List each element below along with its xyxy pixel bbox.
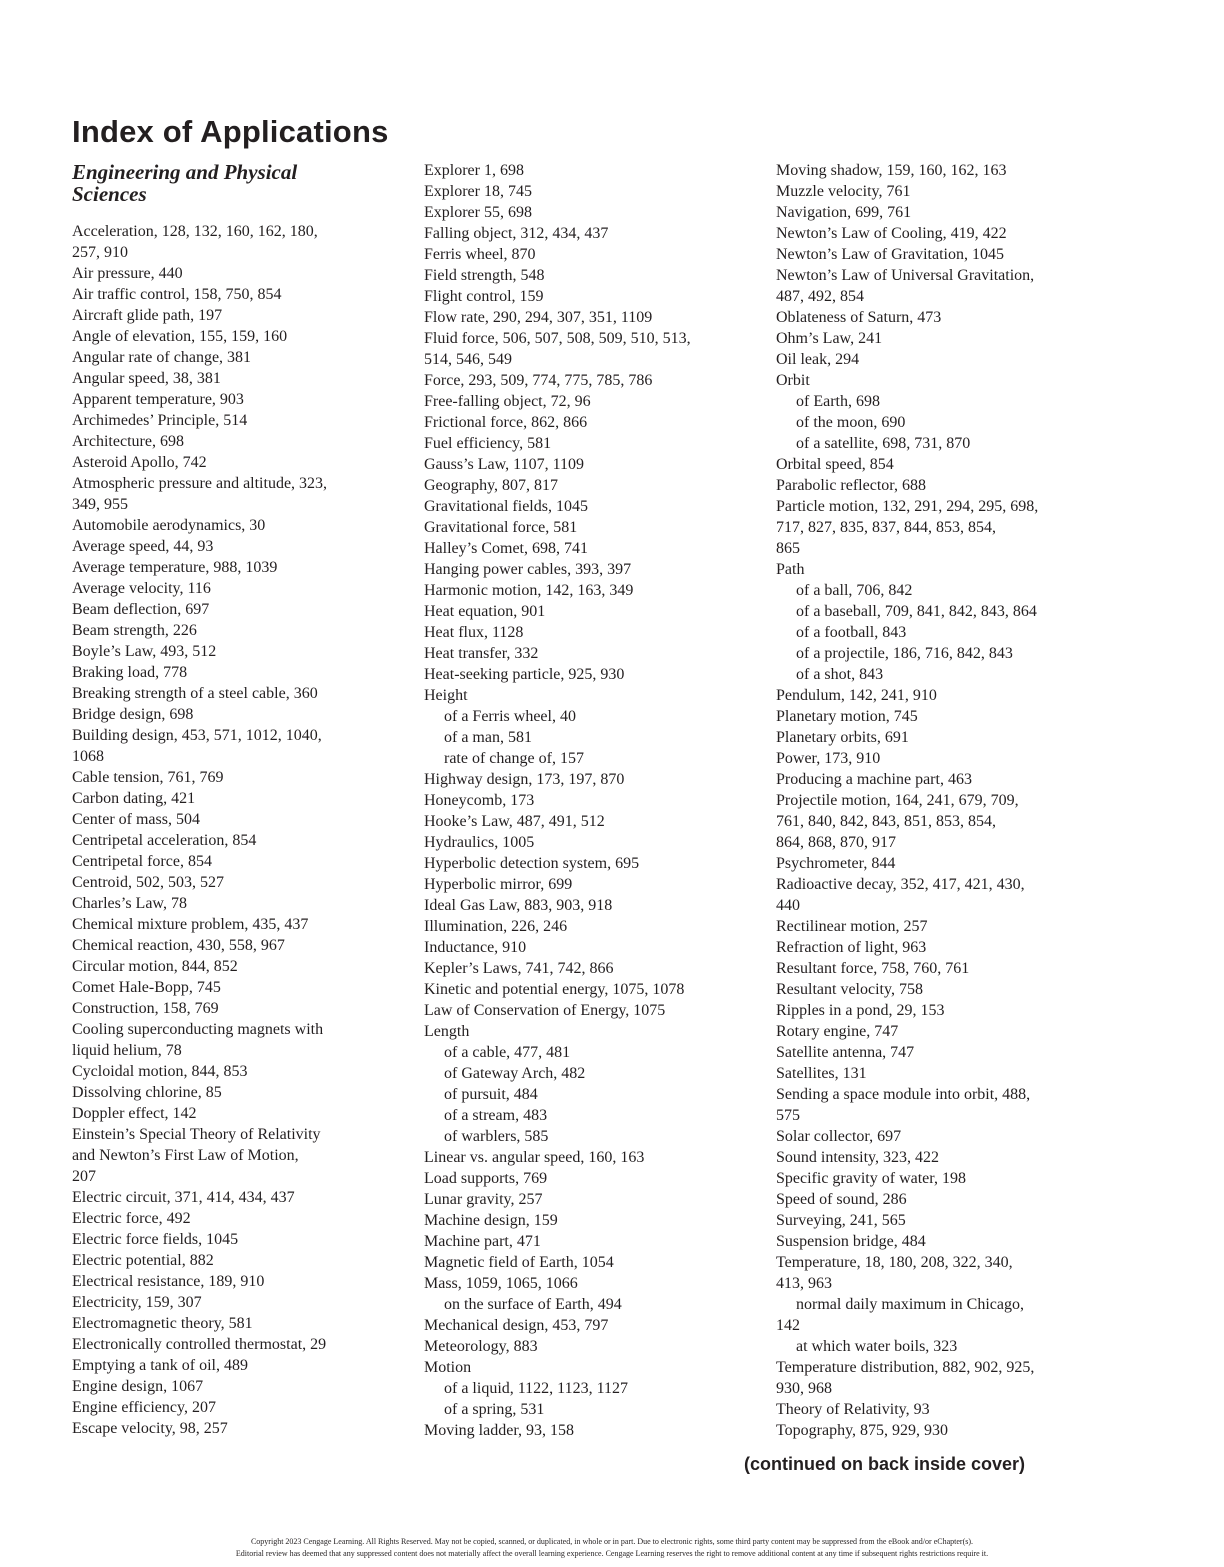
index-entry: Centripetal acceleration, 854 (72, 832, 257, 849)
index-entry: Electric circuit, 371, 414, 434, 437 (72, 1189, 295, 1206)
index-entry: Harmonic motion, 142, 163, 349 (424, 582, 634, 599)
index-subentry: of pursuit, 484 (444, 1086, 538, 1103)
index-entry: Fluid force, 506, 507, 508, 509, 510, 513, (424, 330, 691, 347)
index-entry: Electricity, 159, 307 (72, 1294, 202, 1311)
index-entry: Emptying a tank of oil, 489 (72, 1357, 248, 1374)
index-entry: Radioactive decay, 352, 417, 421, 430, (776, 876, 1025, 893)
index-entry: Ideal Gas Law, 883, 903, 918 (424, 897, 613, 914)
index-entry-continuation: 930, 968 (776, 1380, 832, 1397)
index-entry: Heat-seeking particle, 925, 930 (424, 666, 625, 683)
index-entry: Hydraulics, 1005 (424, 834, 535, 851)
index-entry: Flow rate, 290, 294, 307, 351, 1109 (424, 309, 653, 326)
index-entry: Resultant velocity, 758 (776, 981, 923, 998)
index-entry: Sending a space module into orbit, 488, (776, 1086, 1031, 1103)
index-entry: Charles’s Law, 78 (72, 895, 187, 912)
index-subentry: rate of change of, 157 (444, 750, 584, 767)
index-entry: Beam deflection, 697 (72, 601, 210, 618)
index-entry: Kepler’s Laws, 741, 742, 866 (424, 960, 614, 977)
index-subentry: on the surface of Earth, 494 (444, 1296, 622, 1313)
index-entry: Angular rate of change, 381 (72, 349, 252, 366)
index-entry: Machine design, 159 (424, 1212, 558, 1229)
index-entry: Average velocity, 116 (72, 580, 211, 597)
index-entry: Kinetic and potential energy, 1075, 1078 (424, 981, 685, 998)
index-entry: Resultant force, 758, 760, 761 (776, 960, 970, 977)
index-entry: Law of Conservation of Energy, 1075 (424, 1002, 666, 1019)
index-entry: Newton’s Law of Gravitation, 1045 (776, 246, 1004, 263)
index-entry: Dissolving chlorine, 85 (72, 1084, 222, 1101)
index-entry: Electric force, 492 (72, 1210, 191, 1227)
index-subentry: of Gateway Arch, 482 (444, 1065, 586, 1082)
index-entry: Rectilinear motion, 257 (776, 918, 928, 935)
index-entry: Chemical reaction, 430, 558, 967 (72, 937, 285, 954)
index-entry: Linear vs. angular speed, 160, 163 (424, 1149, 645, 1166)
index-entry: Chemical mixture problem, 435, 437 (72, 916, 309, 933)
index-entry-continuation: liquid helium, 78 (72, 1042, 182, 1059)
copyright-line: Copyright 2023 Cengage Learning. All Rights Reserved. May not be copied, scanned, or duplicated, in whole or in part. Due to electronic rights, some third party content may be suppressed from the eBook and/or eChapter(s). (250, 1537, 974, 1546)
index-entry-continuation: 761, 840, 842, 843, 851, 853, 854, (776, 813, 996, 830)
index-entry: Angular speed, 38, 381 (72, 370, 221, 387)
index-entry: Construction, 158, 769 (72, 1000, 219, 1017)
index-entry: Suspension bridge, 484 (776, 1233, 926, 1250)
page-title: Index of Applications (72, 114, 389, 149)
index-entry: Average temperature, 988, 1039 (72, 559, 278, 576)
index-entry: Gauss’s Law, 1107, 1109 (424, 456, 584, 473)
index-subentry: at which water boils, 323 (796, 1338, 958, 1355)
index-entry-continuation: 207 (72, 1168, 96, 1185)
index-entry: Center of mass, 504 (72, 811, 200, 828)
index-entry: Electrical resistance, 189, 910 (72, 1273, 265, 1290)
index-entry: Muzzle velocity, 761 (776, 183, 911, 200)
index-entry: Halley’s Comet, 698, 741 (424, 540, 588, 557)
index-entry-continuation: and Newton’s First Law of Motion, (72, 1147, 299, 1164)
index-entry: Engine efficiency, 207 (72, 1399, 216, 1416)
index-entry: Specific gravity of water, 198 (776, 1170, 966, 1187)
index-entry: Bridge design, 698 (72, 706, 194, 723)
index-entry: Engine design, 1067 (72, 1378, 204, 1395)
index-entry: Cooling superconducting magnets with (72, 1021, 324, 1038)
index-entry: Escape velocity, 98, 257 (72, 1420, 228, 1437)
index-subentry: of a baseball, 709, 841, 842, 843, 864 (796, 603, 1037, 620)
index-entry: Newton’s Law of Cooling, 419, 422 (776, 225, 1007, 242)
index-entry: Doppler effect, 142 (72, 1105, 197, 1122)
index-entry: Mechanical design, 453, 797 (424, 1317, 609, 1334)
copyright-line: Editorial review has deemed that any suppressed content does not materially affect the overall learning experience. Cengage Learning reserves the right to remove additional content at any time if subsequent rights restrictions require it. (235, 1549, 989, 1558)
index-entry: Gravitational force, 581 (424, 519, 578, 536)
index-entry-continuation: 440 (776, 897, 800, 914)
index-entry: Particle motion, 132, 291, 294, 295, 698, (776, 498, 1039, 515)
index-entry: Topography, 875, 929, 930 (776, 1422, 949, 1439)
index-entry: Average speed, 44, 93 (72, 538, 214, 555)
index-entry: Electronically controlled thermostat, 29 (72, 1336, 327, 1353)
index-subentry: of Earth, 698 (796, 393, 880, 410)
index-column-3 (776, 160, 1116, 1441)
index-entry: Rotary engine, 747 (776, 1023, 899, 1040)
index-entry: Orbital speed, 854 (776, 456, 894, 473)
index-subentry: of a football, 843 (796, 624, 907, 641)
index-subentry: of a spring, 531 (444, 1401, 545, 1418)
index-subentry: normal daily maximum in Chicago, (796, 1296, 1024, 1313)
index-entry: Explorer 18, 745 (424, 183, 532, 200)
index-entry: Machine part, 471 (424, 1233, 541, 1250)
index-entry: Projectile motion, 164, 241, 679, 709, (776, 792, 1019, 809)
index-column-2 (424, 160, 764, 1441)
index-entry-continuation: 1068 (72, 748, 104, 765)
index-entry: Einstein’s Special Theory of Relativity (72, 1126, 321, 1143)
index-entry: Ripples in a pond, 29, 153 (776, 1002, 945, 1019)
index-entry: Heat equation, 901 (424, 603, 546, 620)
index-entry: Archimedes’ Principle, 514 (72, 412, 248, 429)
index-entry: Beam strength, 226 (72, 622, 197, 639)
index-entry: Force, 293, 509, 774, 775, 785, 786 (424, 372, 653, 389)
index-entry: Length (424, 1023, 470, 1040)
index-subentry: of a cable, 477, 481 (444, 1044, 571, 1061)
section-heading: Engineering and Physical Sciences (72, 160, 298, 206)
index-entry: Lunar gravity, 257 (424, 1191, 543, 1208)
index-entry: Centroid, 502, 503, 527 (72, 874, 224, 891)
index-entry: Oblateness of Saturn, 473 (776, 309, 942, 326)
index-entry: Asteroid Apollo, 742 (72, 454, 207, 471)
index-entry: Angle of elevation, 155, 159, 160 (72, 328, 288, 345)
index-entry-continuation: 257, 910 (72, 244, 128, 261)
index-entry-continuation: 514, 546, 549 (424, 351, 512, 368)
index-subentry: of a Ferris wheel, 40 (444, 708, 576, 725)
index-entry-continuation: 487, 492, 854 (776, 288, 864, 305)
index-entry: Power, 173, 910 (776, 750, 881, 767)
index-entry: Air traffic control, 158, 750, 854 (72, 286, 282, 303)
index-entry: Explorer 1, 698 (424, 162, 524, 179)
index-entry: Sound intensity, 323, 422 (776, 1149, 939, 1166)
index-entry: Cable tension, 761, 769 (72, 769, 224, 786)
index-entry: Automobile aerodynamics, 30 (72, 517, 266, 534)
index-entry: Air pressure, 440 (72, 265, 183, 282)
index-entry: Heat flux, 1128 (424, 624, 524, 641)
index-entry-continuation: 865 (776, 540, 800, 557)
index-entry: Frictional force, 862, 866 (424, 414, 588, 431)
index-entry: Boyle’s Law, 493, 512 (72, 643, 217, 660)
index-entry: Circular motion, 844, 852 (72, 958, 238, 975)
index-entry: Navigation, 699, 761 (776, 204, 912, 221)
index-entry: Path (776, 561, 805, 578)
index-entry: Apparent temperature, 903 (72, 391, 244, 408)
copyright-notice (0, 1536, 1224, 1560)
index-entry: Height (424, 687, 468, 704)
index-entry-continuation: 575 (776, 1107, 800, 1124)
index-entry: Ferris wheel, 870 (424, 246, 536, 263)
index-entry-continuation: 413, 963 (776, 1275, 832, 1292)
index-entry: Electric potential, 882 (72, 1252, 214, 1269)
index-entry: Breaking strength of a steel cable, 360 (72, 685, 318, 702)
index-entry: Braking load, 778 (72, 664, 188, 681)
index-entry: Electromagnetic theory, 581 (72, 1315, 253, 1332)
index-entry: Centripetal force, 854 (72, 853, 212, 870)
index-entry: Flight control, 159 (424, 288, 544, 305)
index-entry: Gravitational fields, 1045 (424, 498, 588, 515)
index-entry: Moving ladder, 93, 158 (424, 1422, 575, 1439)
index-subentry: of a ball, 706, 842 (796, 582, 913, 599)
index-entry: Satellite antenna, 747 (776, 1044, 915, 1061)
index-entry: Honeycomb, 173 (424, 792, 535, 809)
index-entry: Carbon dating, 421 (72, 790, 196, 807)
index-entry: Geography, 807, 817 (424, 477, 559, 494)
index-entry: Motion (424, 1359, 472, 1376)
index-entry: Hyperbolic detection system, 695 (424, 855, 640, 872)
index-entry: Hooke’s Law, 487, 491, 512 (424, 813, 605, 830)
index-entry: Electric force fields, 1045 (72, 1231, 239, 1248)
index-subentry: of the moon, 690 (796, 414, 906, 431)
index-entry: Temperature, 18, 180, 208, 322, 340, (776, 1254, 1013, 1271)
index-entry: Parabolic reflector, 688 (776, 477, 926, 494)
index-subentry: of warblers, 585 (444, 1128, 549, 1145)
index-entry: Theory of Relativity, 93 (776, 1401, 930, 1418)
index-entry: Surveying, 241, 565 (776, 1212, 906, 1229)
index-entry-continuation: 864, 868, 870, 917 (776, 834, 896, 851)
index-entry: Free-falling object, 72, 96 (424, 393, 591, 410)
index-entry: Explorer 55, 698 (424, 204, 532, 221)
index-entry: Pendulum, 142, 241, 910 (776, 687, 937, 704)
index-entry-continuation: 349, 955 (72, 496, 128, 513)
index-entry: Illumination, 226, 246 (424, 918, 568, 935)
index-subentry: of a satellite, 698, 731, 870 (796, 435, 971, 452)
index-entry: Satellites, 131 (776, 1065, 867, 1082)
index-entry: Hyperbolic mirror, 699 (424, 876, 573, 893)
index-entry: Solar collector, 697 (776, 1128, 902, 1145)
index-subentry: of a stream, 483 (444, 1107, 548, 1124)
index-entry: Inductance, 910 (424, 939, 527, 956)
index-entry: Fuel efficiency, 581 (424, 435, 552, 452)
index-entry: Load supports, 769 (424, 1170, 548, 1187)
index-entry-continuation: 142 (776, 1317, 800, 1334)
index-entry: Atmospheric pressure and altitude, 323, (72, 475, 328, 492)
index-column-1 (72, 221, 412, 1439)
index-entry: Ohm’s Law, 241 (776, 330, 883, 347)
index-subentry: of a projectile, 186, 716, 842, 843 (796, 645, 1013, 662)
index-entry: Orbit (776, 372, 810, 389)
index-entry: Newton’s Law of Universal Gravitation, (776, 267, 1035, 284)
index-entry: Cycloidal motion, 844, 853 (72, 1063, 248, 1080)
index-entry: Heat transfer, 332 (424, 645, 539, 662)
index-entry: Speed of sound, 286 (776, 1191, 907, 1208)
index-subentry: of a man, 581 (444, 729, 532, 746)
index-entry: Refraction of light, 963 (776, 939, 927, 956)
index-entry: Building design, 453, 571, 1012, 1040, (72, 727, 322, 744)
index-entry: Planetary motion, 745 (776, 708, 918, 725)
index-entry-continuation: 717, 827, 835, 837, 844, 853, 854, (776, 519, 996, 536)
index-entry: Field strength, 548 (424, 267, 545, 284)
index-entry: Meteorology, 883 (424, 1338, 538, 1355)
index-entry: Architecture, 698 (72, 433, 184, 450)
index-entry: Mass, 1059, 1065, 1066 (424, 1275, 578, 1292)
index-entry: Falling object, 312, 434, 437 (424, 225, 609, 242)
index-entry: Hanging power cables, 393, 397 (424, 561, 632, 578)
index-entry: Highway design, 173, 197, 870 (424, 771, 625, 788)
index-entry: Comet Hale-Bopp, 745 (72, 979, 221, 996)
index-entry: Oil leak, 294 (776, 351, 860, 368)
index-subentry: of a shot, 843 (796, 666, 884, 683)
index-entry: Producing a machine part, 463 (776, 771, 972, 788)
index-entry: Moving shadow, 159, 160, 162, 163 (776, 162, 1007, 179)
continued-note: (continued on back inside cover) (744, 1454, 1026, 1474)
index-entry: Aircraft glide path, 197 (72, 307, 223, 324)
index-entry: Psychrometer, 844 (776, 855, 896, 872)
index-entry: Acceleration, 128, 132, 160, 162, 180, (72, 223, 318, 240)
index-entry: Temperature distribution, 882, 902, 925, (776, 1359, 1035, 1376)
index-entry: Magnetic field of Earth, 1054 (424, 1254, 614, 1271)
index-entry: Planetary orbits, 691 (776, 729, 909, 746)
index-subentry: of a liquid, 1122, 1123, 1127 (444, 1380, 628, 1397)
